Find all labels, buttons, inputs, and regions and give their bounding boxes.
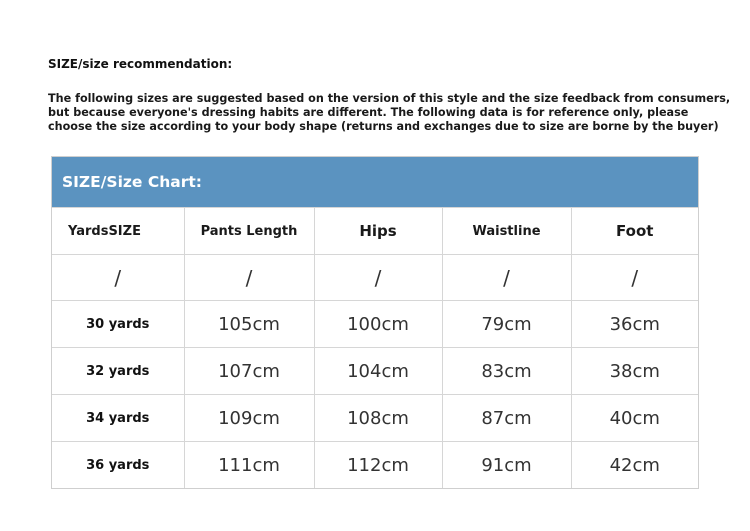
size-chart-header-bar bbox=[52, 157, 698, 207]
placeholder-cell: / bbox=[571, 255, 698, 301]
foot-cell: 38cm bbox=[571, 348, 698, 395]
waistline-cell: 83cm bbox=[442, 348, 571, 395]
column-header-hips: Hips bbox=[314, 208, 442, 255]
foot-cell: 36cm bbox=[571, 301, 698, 348]
size-cell: 30 yards bbox=[52, 301, 184, 348]
placeholder-cell: / bbox=[442, 255, 571, 301]
column-header-pants-length: Pants Length bbox=[184, 208, 314, 255]
table-row bbox=[52, 395, 698, 442]
pants-length-cell: 109cm bbox=[184, 395, 314, 442]
hips-cell: 100cm bbox=[314, 301, 442, 348]
foot-cell: 42cm bbox=[571, 442, 698, 489]
waistline-cell: 91cm bbox=[442, 442, 571, 489]
column-header-waistline: Waistline bbox=[442, 208, 571, 255]
placeholder-cell: / bbox=[314, 255, 442, 301]
size-chart bbox=[51, 156, 699, 489]
waistline-cell: 87cm bbox=[442, 395, 571, 442]
size-cell: 36 yards bbox=[52, 442, 184, 489]
size-cell: 32 yards bbox=[52, 348, 184, 395]
placeholder-cell: / bbox=[184, 255, 314, 301]
size-chart-title: SIZE/Size Chart: bbox=[62, 173, 202, 191]
waistline-cell: 79cm bbox=[442, 301, 571, 348]
table-header-row bbox=[52, 208, 698, 255]
size-table bbox=[52, 207, 698, 488]
column-header-foot: Foot bbox=[571, 208, 698, 255]
column-header-size: YardsSIZE bbox=[52, 208, 184, 255]
hips-cell: 104cm bbox=[314, 348, 442, 395]
pants-length-cell: 105cm bbox=[184, 301, 314, 348]
intro-text bbox=[48, 92, 731, 134]
pants-length-cell: 111cm bbox=[184, 442, 314, 489]
placeholder-row bbox=[52, 255, 698, 301]
placeholder-cell: / bbox=[52, 255, 184, 301]
pants-length-cell: 107cm bbox=[184, 348, 314, 395]
hips-cell: 112cm bbox=[314, 442, 442, 489]
table-row bbox=[52, 442, 698, 489]
foot-cell: 40cm bbox=[571, 395, 698, 442]
hips-cell: 108cm bbox=[314, 395, 442, 442]
table-row bbox=[52, 348, 698, 395]
intro-line: but because everyone's dressing habits are different. The following data is for reference only, please bbox=[48, 106, 689, 119]
intro-line: choose the size according to your body shape (returns and exchanges due to size are borne by the buyer) bbox=[48, 120, 719, 133]
page-heading: SIZE/size recommendation: bbox=[48, 57, 233, 71]
table-row bbox=[52, 301, 698, 348]
size-cell: 34 yards bbox=[52, 395, 184, 442]
intro-line: The following sizes are suggested based on the version of this style and the size feedback from consumers, bbox=[48, 92, 731, 105]
